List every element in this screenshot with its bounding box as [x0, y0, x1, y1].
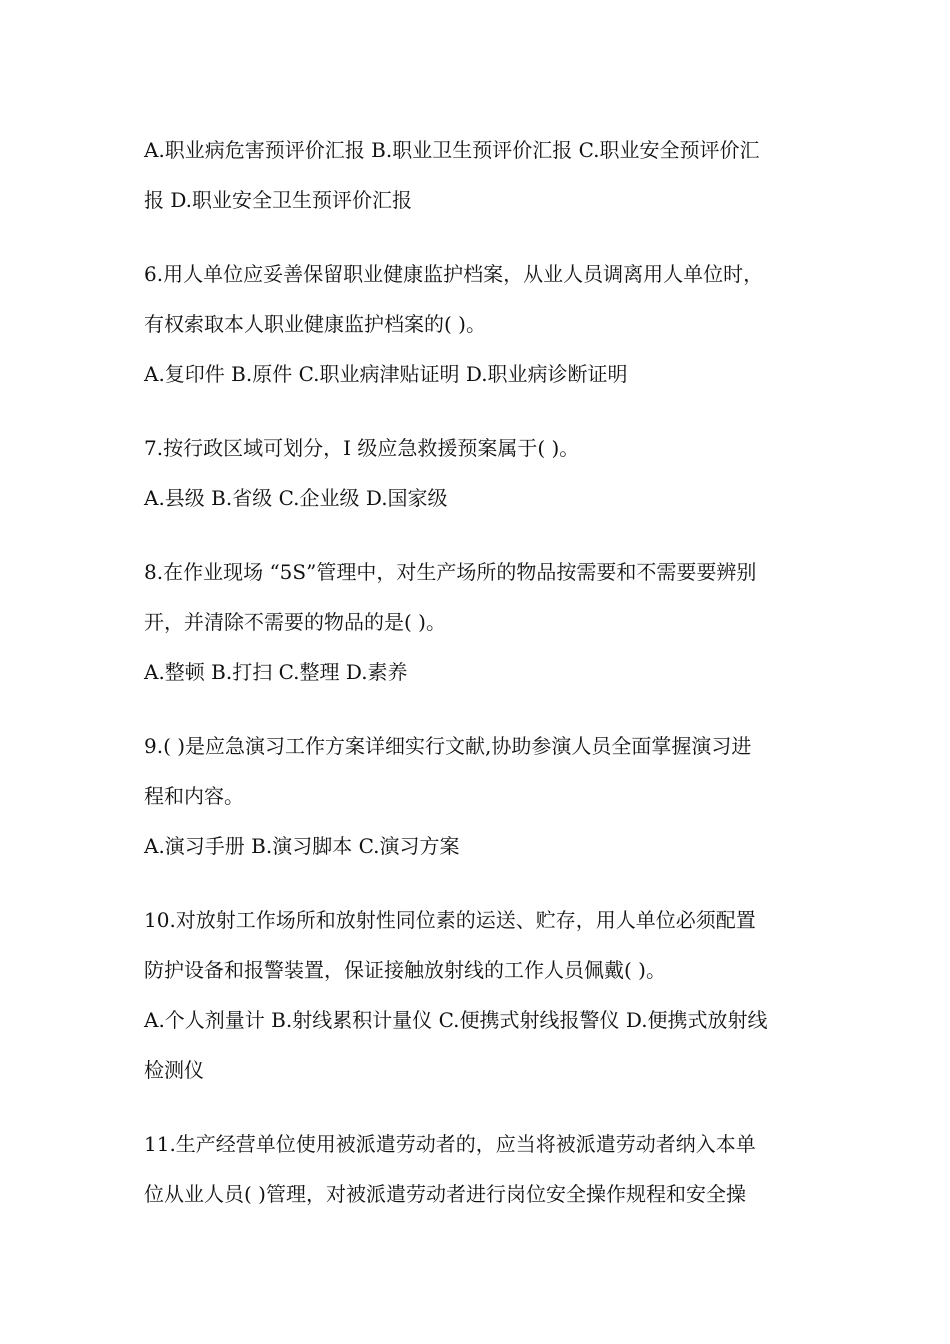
document-body — [144, 125, 812, 1219]
text-line: 开，并清除不需要的物品的是( )。 — [144, 610, 446, 634]
text-line: A.整顿 B.打扫 C.整理 D.素养 — [144, 660, 408, 684]
text-line: 程和内容。 — [144, 784, 244, 808]
text-line: 7.按行政区域可划分，I 级应急救援预案属于( )。 — [144, 436, 580, 460]
question-7 — [144, 423, 812, 473]
text-line: A.职业病危害预评价汇报 B.职业卫生预评价汇报 C.职业安全预评价汇 — [144, 138, 760, 162]
options-9 — [144, 821, 812, 871]
question-6 — [144, 249, 812, 349]
options-8 — [144, 647, 812, 697]
text-line: A.县级 B.省级 C.企业级 D.国家级 — [144, 486, 448, 510]
question-10 — [144, 895, 812, 995]
text-line: A.演习手册 B.演习脚本 C.演习方案 — [144, 834, 460, 858]
text-line: 有权索取本人职业健康监护档案的( )。 — [144, 312, 486, 336]
text-line: A.复印件 B.原件 C.职业病津贴证明 D.职业病诊断证明 — [144, 362, 628, 386]
text-line: 6.用人单位应妥善保留职业健康监护档案，从业人员调离用人单位时， — [144, 262, 764, 286]
text-line: A.个人剂量计 B.射线累积计量仪 C.便携式射线报警仪 D.便携式放射线 — [144, 1008, 768, 1032]
options-5 — [144, 125, 812, 225]
text-line: 报 D.职业安全卫生预评价汇报 — [144, 188, 413, 212]
text-line: 检测仪 — [144, 1058, 204, 1082]
text-line: 防护设备和报警装置，保证接触放射线的工作人员佩戴( )。 — [144, 958, 666, 982]
text-line: 10.对放射工作场所和放射性同位素的运送、贮存，用人单位必须配置 — [144, 908, 756, 932]
question-9 — [144, 721, 812, 821]
text-line: 位从业人员( )管理，对被派遣劳动者进行岗位安全操作规程和安全操 — [144, 1182, 746, 1206]
text-line: 8.在作业现场 “5S”管理中，对生产场所的物品按需要和不需要要辨别 — [144, 560, 757, 584]
options-6 — [144, 349, 812, 399]
question-8 — [144, 547, 812, 647]
text-line: 9.( )是应急演习工作方案详细实行文献,协助参演人员全面掌握演习进 — [144, 734, 752, 758]
text-line: 11.生产经营单位使用被派遣劳动者的，应当将被派遣劳动者纳入本单 — [144, 1132, 756, 1156]
options-10 — [144, 995, 812, 1095]
options-7 — [144, 473, 812, 523]
question-11 — [144, 1119, 812, 1219]
